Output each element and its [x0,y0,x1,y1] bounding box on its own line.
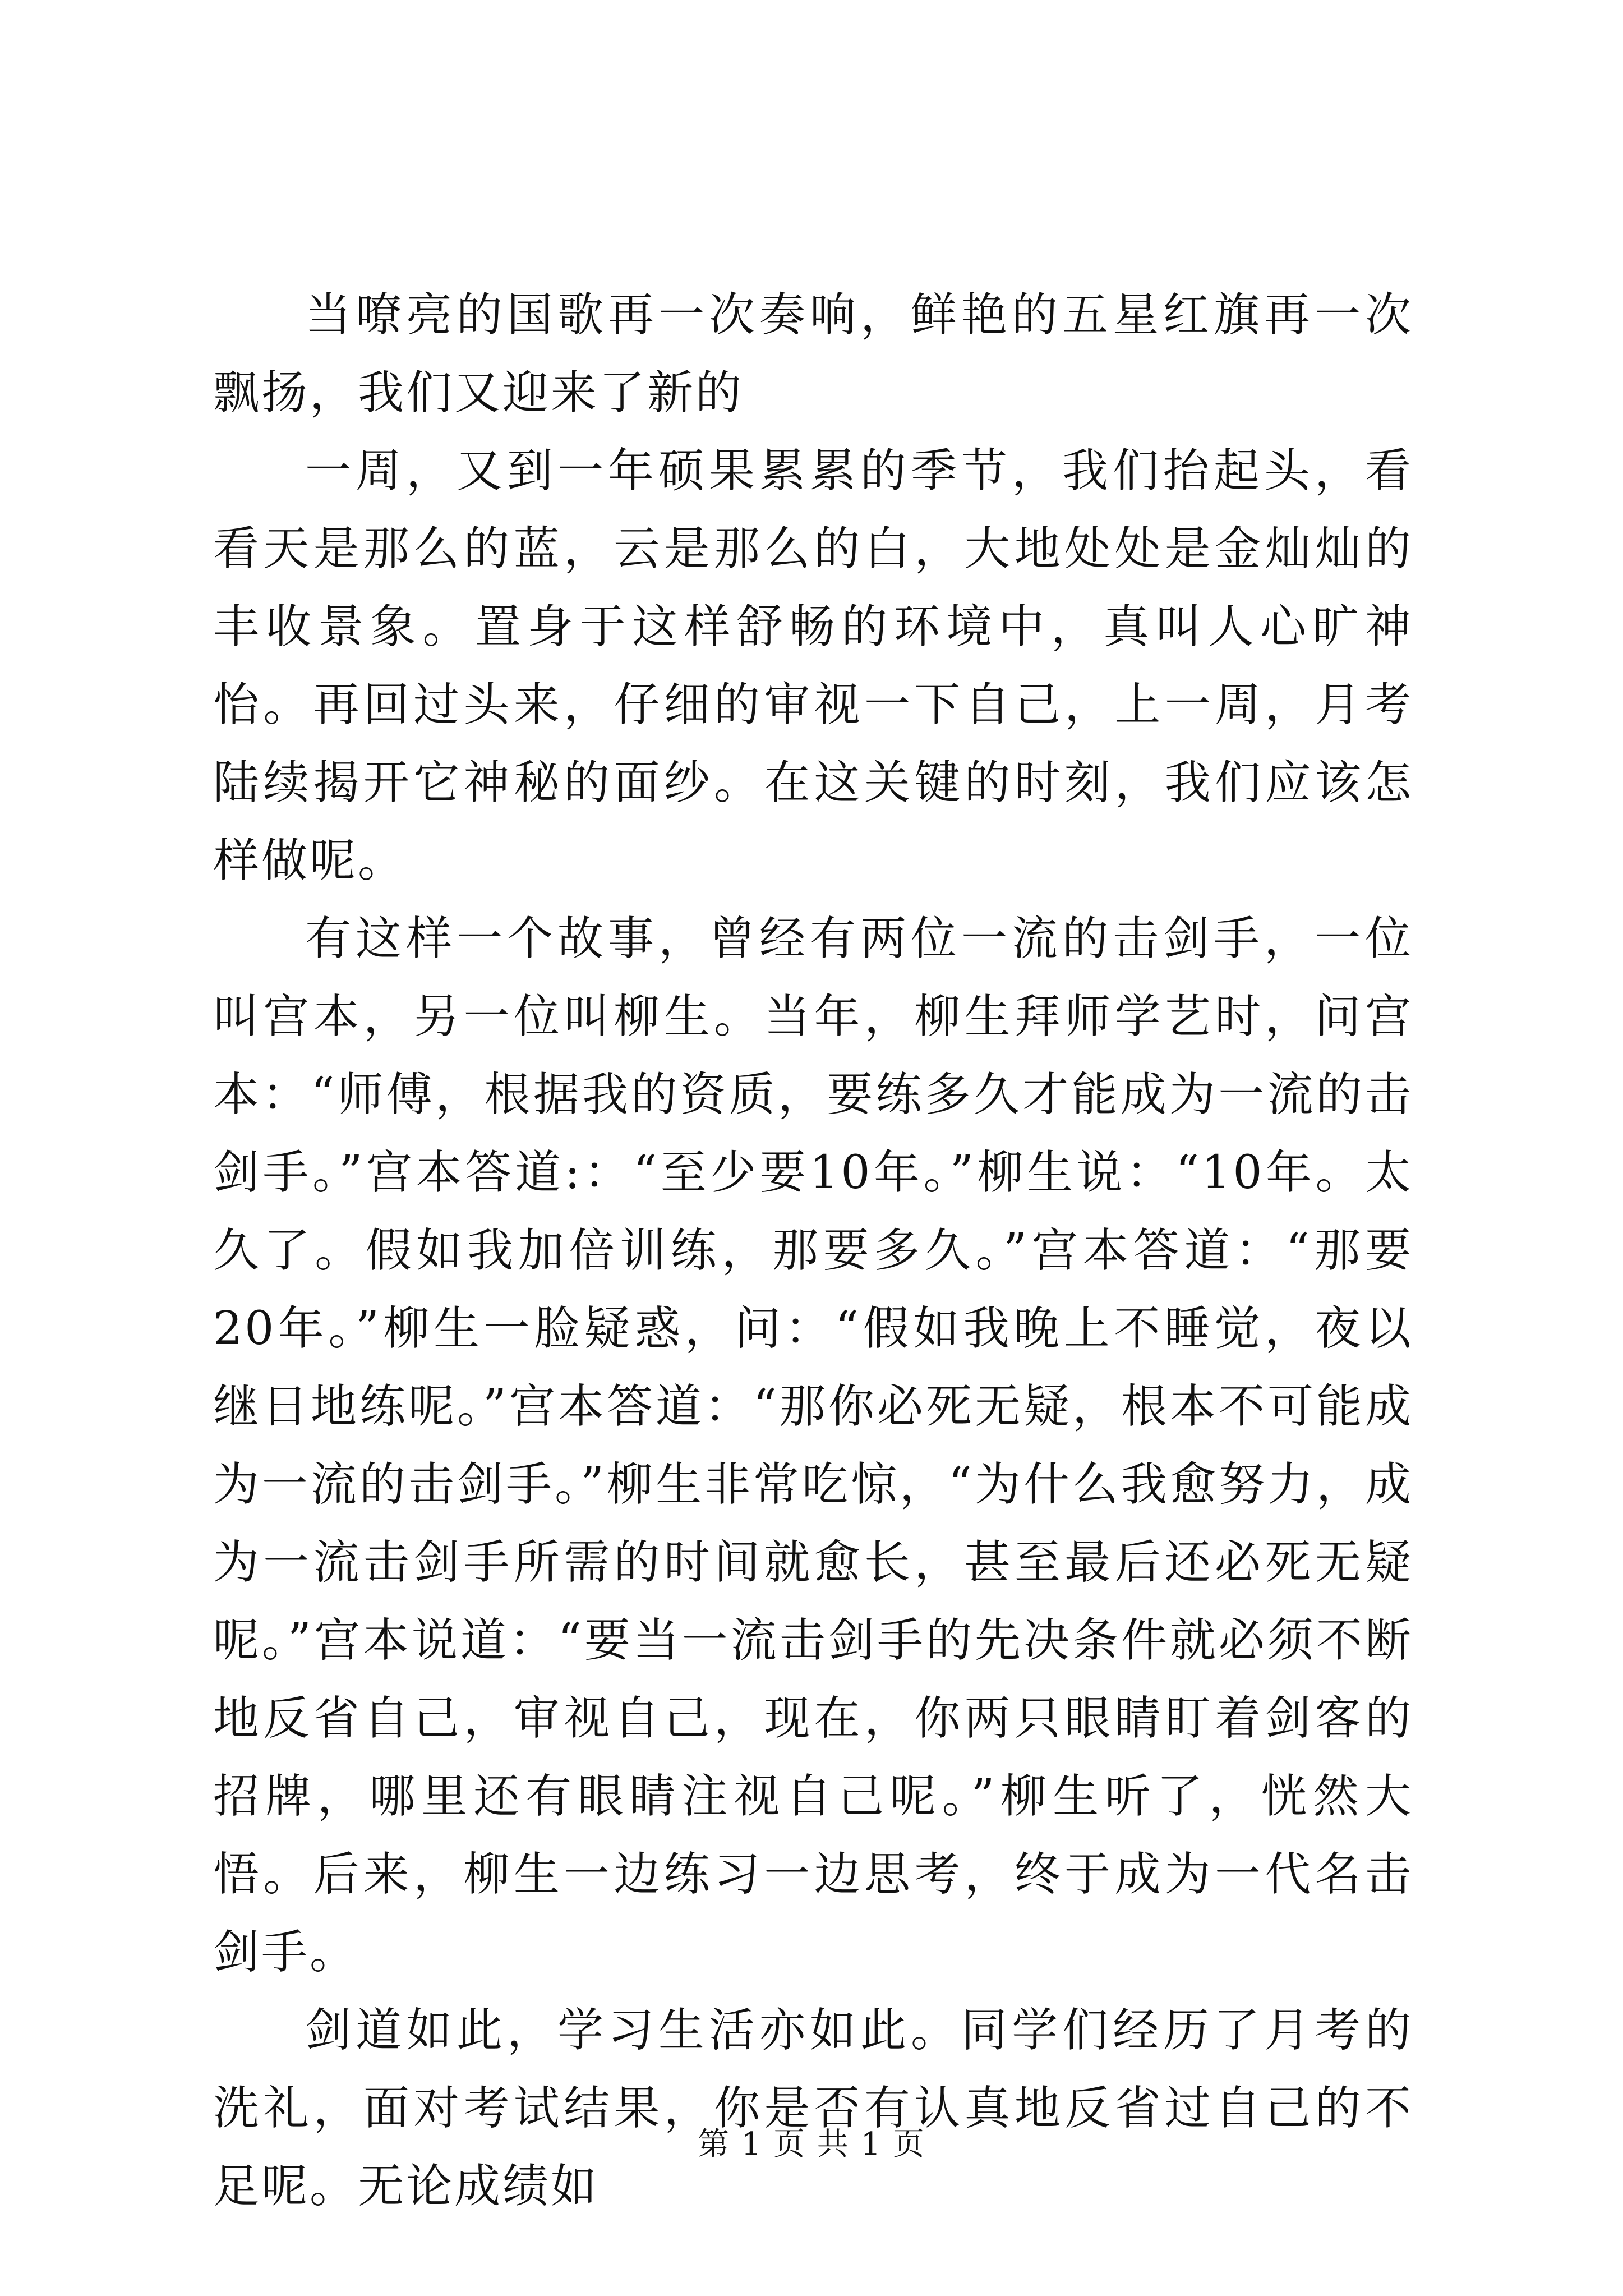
document-body [213,276,1413,2225]
paragraph-opening: 当嘹亮的国歌再一次奏响，鲜艳的五星红旗再一次飘扬，我们又迎来了新的 [213,288,1413,420]
page-footer: 第 1 页 共 1 页 [697,2126,926,2162]
paragraph-fencer-story: 有这样一个故事，曾经有两位一流的击剑手，一位叫宫本，另一位叫柳生。当年，柳生拜师学艺时，问宫本：“师傅，根据我的资质，要练多久才能成为一流的击剑手。”宫本答道:：“至少要10年。”柳生说：“10年。太久了。假如我加倍训练，那要多久。”宫本答道：“那要20年。”柳生一脸疑惑，问：“假如我晚上不睡觉，夜以继日地练呢。”宫本答道：“那你必死无疑，根本不可能成为一流的击剑手。”柳生非常吃惊，“为什么我愈努力，成为一流击剑手所需的时间就愈长，甚至最后还必死无疑呢。”宫本说道：“要当一流击剑手的先决条件就必须不断地反省自己，审视自己，现在，你两只眼睛盯着剑客的招牌，哪里还有眼睛注视自己呢。”柳生听了，恍然大悟。后来，柳生一边练习一边思考，终于成为一代名击剑手。 [213,912,1413,1979]
paragraph-reflection: 剑道如此，学习生活亦如此。同学们经历了月考的洗礼，面对考试结果，你是否有认真地反省过自己的不足呢。无论成绩如 [213,2004,1413,2213]
paragraph-new-week: 一周，又到一年硕果累累的季节，我们抬起头，看看天是那么的蓝，云是那么的白，大地处处是金灿灿的丰收景象。置身于这样舒畅的环境中，真叫人心旷神怡。再回过头来，仔细的审视一下自己，上一周，月考陆续揭开它神秘的面纱。在这关键的时刻，我们应该怎样做呢。 [213,444,1413,887]
